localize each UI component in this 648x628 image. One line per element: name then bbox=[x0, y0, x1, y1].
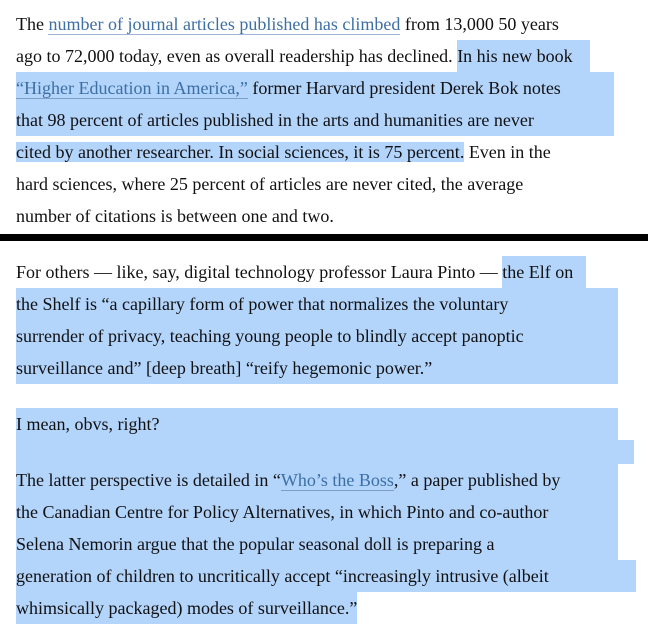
text-line bbox=[16, 464, 642, 496]
selected-text[interactable]: Selena Nemorin argue that the popular seasonal doll is preparing a bbox=[16, 528, 618, 560]
text-line bbox=[16, 72, 642, 104]
text-line bbox=[16, 408, 642, 440]
text-run: The bbox=[16, 14, 49, 34]
text-line bbox=[16, 320, 642, 352]
text-line: number of citations is between one and two. bbox=[16, 206, 334, 226]
text-line bbox=[16, 352, 642, 384]
text-line bbox=[16, 40, 642, 72]
selected-text[interactable]: the Elf on bbox=[502, 256, 586, 288]
article-excerpt-top bbox=[16, 8, 642, 232]
selected-text[interactable]: that 98 percent of articles published in the arts and humanities are never bbox=[16, 104, 614, 136]
selected-text[interactable]: I mean, obvs, right? bbox=[16, 408, 618, 440]
text-run: from 13,000 50 years bbox=[400, 14, 559, 34]
selected-text[interactable] bbox=[16, 464, 618, 496]
text-line bbox=[16, 288, 642, 320]
text-run: ,” a paper published by bbox=[393, 470, 561, 490]
text-line bbox=[16, 104, 642, 136]
whos-the-boss-link[interactable]: Who’s the Boss bbox=[280, 470, 394, 490]
text-line bbox=[16, 560, 642, 592]
selected-text[interactable]: In his new book bbox=[457, 40, 590, 72]
article-excerpt-bottom bbox=[16, 256, 642, 624]
text-run: The latter perspective is detailed in “ bbox=[16, 470, 281, 490]
text-run: For others — like, say, digital technology professor Laura Pinto — bbox=[16, 262, 503, 282]
text-line bbox=[16, 256, 642, 288]
selected-text[interactable]: surrender of privacy, teaching young people to blindly accept panoptic bbox=[16, 320, 618, 352]
paragraph-gap bbox=[16, 440, 634, 464]
text-run: ago to 72,000 today, even as overall readership has declined. bbox=[16, 46, 458, 66]
text-line: hard sciences, where 25 percent of articles are never cited, the average bbox=[16, 174, 524, 194]
selected-text[interactable]: cited by another researcher. In social sciences, it is 75 percent. bbox=[16, 142, 465, 162]
text-line bbox=[16, 592, 642, 624]
text-run: Even in the bbox=[464, 142, 551, 162]
selected-text[interactable]: the Canadian Centre for Policy Alternatives, in which Pinto and co-author bbox=[16, 496, 618, 528]
selected-text[interactable]: whimsically packaged) modes of surveillance.” bbox=[16, 592, 357, 624]
text-line bbox=[16, 8, 642, 40]
selected-text[interactable]: the Shelf is “a capillary form of power that normalizes the voluntary bbox=[16, 288, 618, 320]
higher-education-link[interactable]: “Higher Education in America,” bbox=[16, 78, 248, 98]
section-divider bbox=[0, 234, 648, 241]
selected-text[interactable] bbox=[16, 72, 614, 104]
text-line bbox=[16, 496, 642, 528]
selected-text[interactable]: surveillance and” [deep breath] “reify hegemonic power.” bbox=[16, 352, 618, 384]
paragraph-gap bbox=[16, 384, 642, 408]
text-line bbox=[16, 528, 642, 560]
text-line bbox=[16, 136, 642, 168]
selected-text[interactable]: generation of children to uncritically accept “increasingly intrusive (albeit bbox=[16, 560, 636, 592]
journal-articles-link[interactable]: number of journal articles published has climbed bbox=[48, 14, 401, 34]
text-run: former Harvard president Derek Bok notes bbox=[247, 78, 561, 98]
